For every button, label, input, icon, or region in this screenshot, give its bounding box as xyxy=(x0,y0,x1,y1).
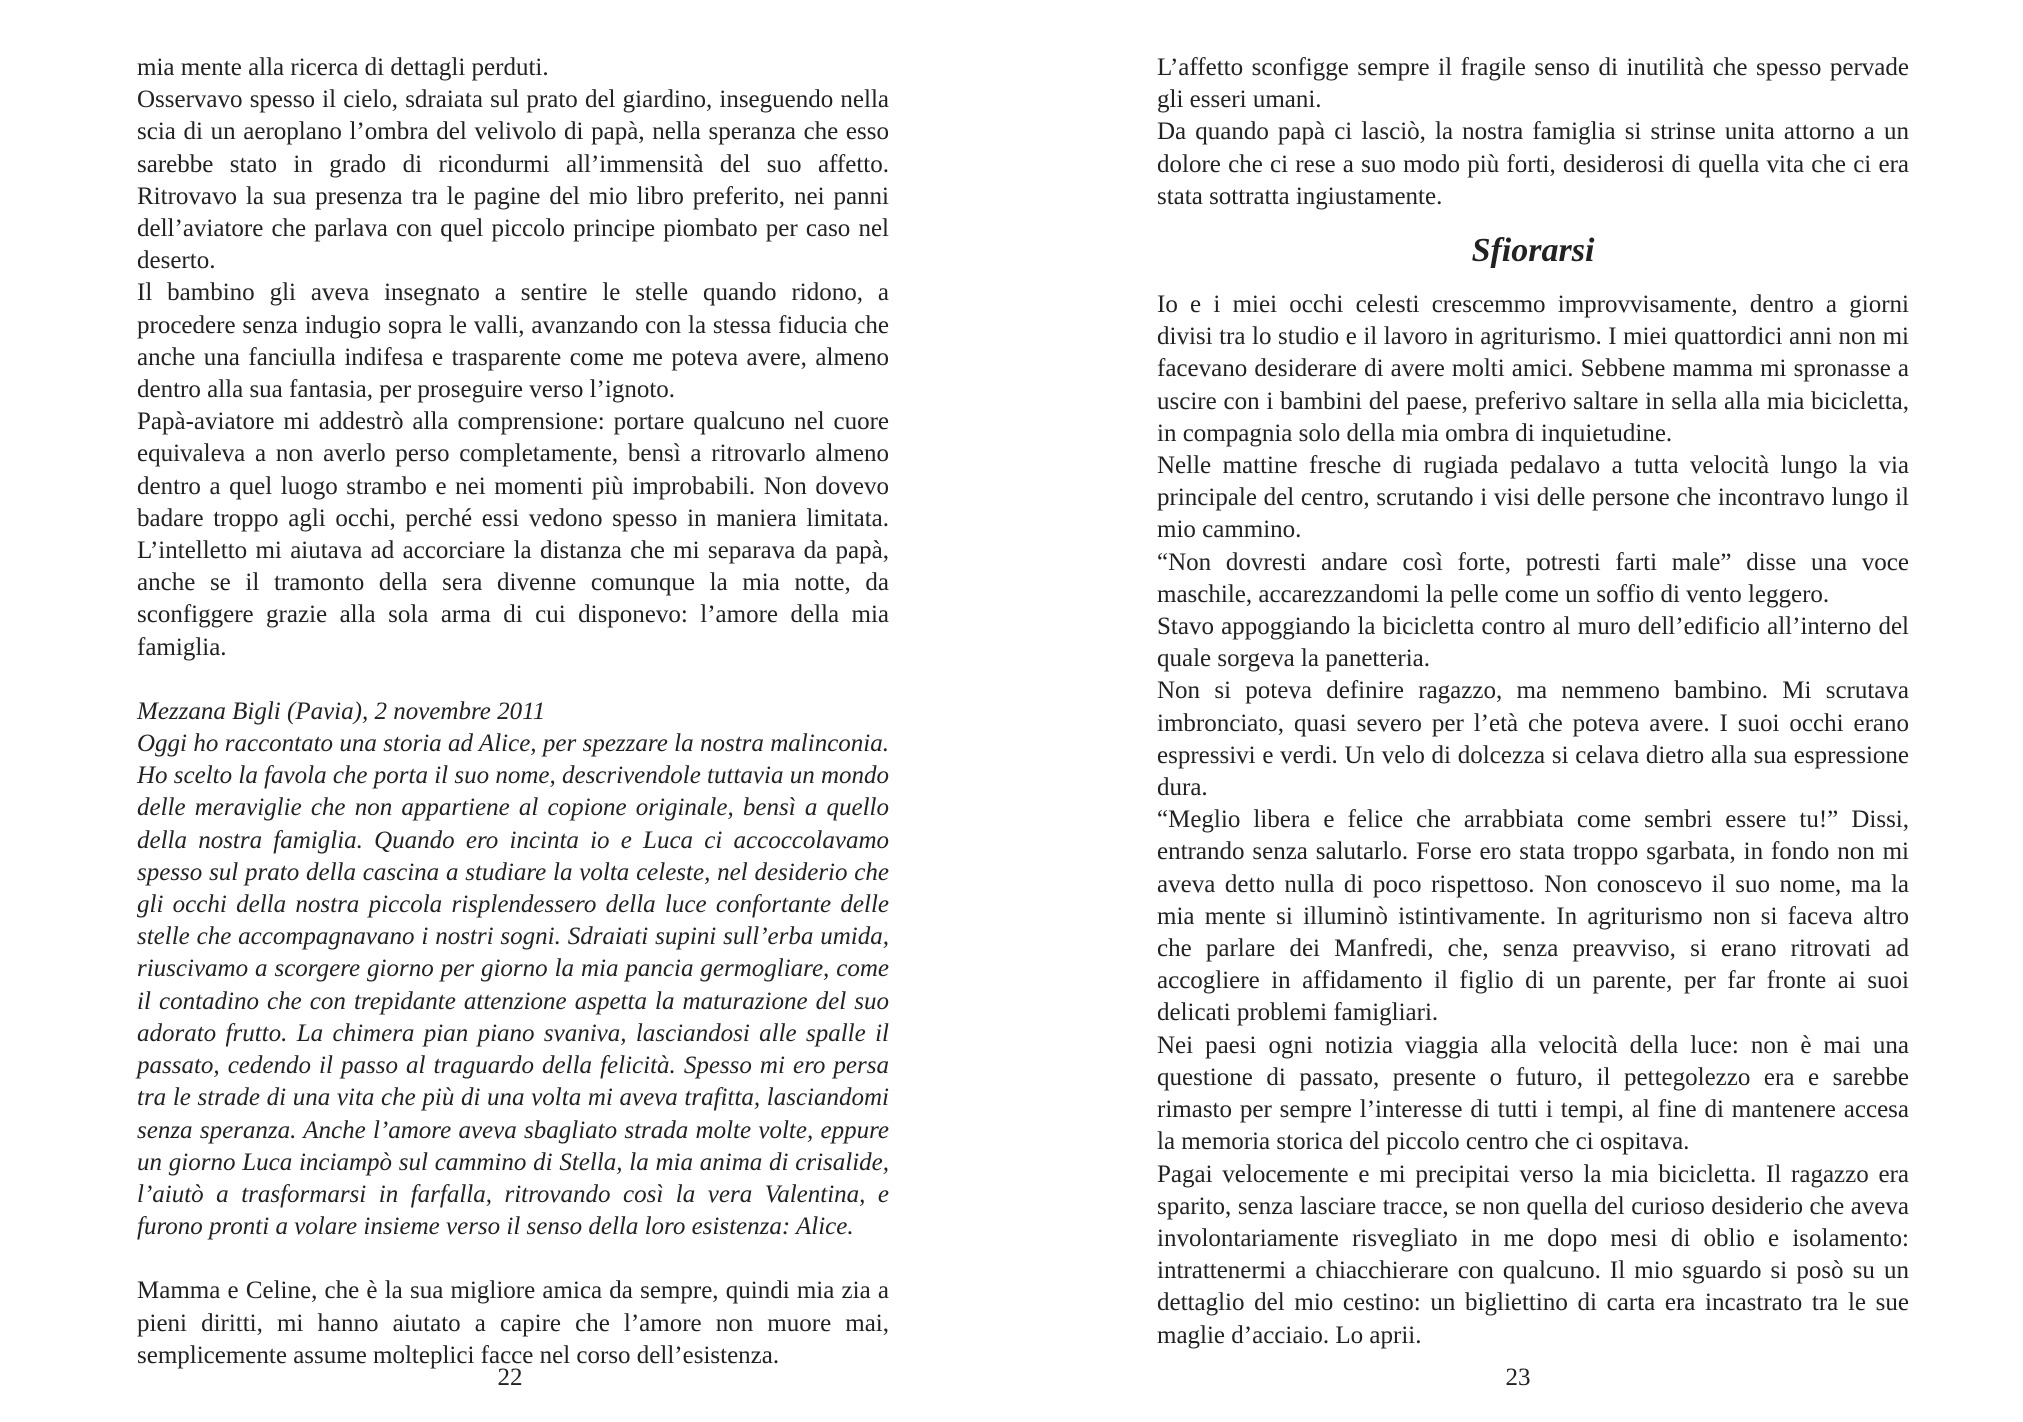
left-paragraph-3: Il bambino gli aveva insegnato a sentire le stelle quando ridono, a procedere senza indugio sopra le valli, avanzando con la stessa fiducia che anche una fanciulla indifesa e trasparente come me poteva avere, almeno dentro alla sua fantasia, per proseguire verso l’ignoto. xyxy=(137,279,889,404)
right-page-text xyxy=(1157,52,1909,1352)
right-page xyxy=(1011,0,2023,1422)
left-paragraph-1: mia mente alla ricerca di dettagli perduti. xyxy=(137,54,549,81)
left-page xyxy=(0,0,1011,1422)
chapter-paragraph-4: Stavo appoggiando la bicicletta contro al muro dell’edificio all’interno del quale sorgeva la panetteria. xyxy=(1157,613,1909,673)
right-intro-paragraph-2: Da quando papà ci lasciò, la nostra famiglia si strinse unita attorno a un dolore che ci rese a suo modo più forti, desiderosi di quella vita che ci era stata sottratta ingiustamente. xyxy=(1157,118,1909,210)
left-closing-paragraph: Mamma e Celine, che è la sua migliore amica da sempre, quindi mia zia a pieni diritti, mi hanno aiutato a capire che l’amore non muore mai, semplicemente assume molteplici facce nel corso dell’esistenza. xyxy=(137,1277,889,1369)
left-page-text xyxy=(137,52,889,1372)
chapter-paragraph-7: Nei paesi ogni notizia viaggia alla velocità della luce: non è mai una questione di passato, presente o futuro, il pettegolezzo era e sarebbe rimasto per sempre l’interesse di tutti i tempi, al fine di mantenere accesa la memoria storica del piccolo centro che ci ospitava. xyxy=(1157,1031,1909,1156)
left-paragraph-2: Osservavo spesso il cielo, sdraiata sul prato del giardino, inseguendo nella scia di un aeroplano l’ombra del velivolo di papà, nella speranza che esso sarebbe stato in grado di ricondurmi all’immensità del suo affetto. Ritrovavo la sua presenza tra le pagine del mio libro preferito, nei panni dell’aviatore che parlava con quel piccolo principe piombato per caso nel deserto. xyxy=(137,86,889,275)
paragraph-gap xyxy=(137,1243,889,1275)
chapter-paragraph-2: Nelle mattine fresche di rugiada pedalavo a tutta velocità lungo la via principale del centro, scrutando i visi delle persone che incontravo lungo il mio cammino. xyxy=(1157,452,1909,544)
chapter-paragraph-5: Non si poteva definire ragazzo, ma nemmeno bambino. Mi scrutava imbronciato, quasi severo per l’età che poteva avere. I suoi occhi erano espressivi e verdi. Un velo di dolcezza si celava dietro alla sua espressione dura. xyxy=(1157,677,1909,802)
chapter-paragraph-8: Pagai velocemente e mi precipitai verso la mia bicicletta. Il ragazzo era sparito, senza lasciare tracce, se non quella del curioso desiderio che aveva involontariamente risvegliato in me dopo mesi di oblio e isolamento: intrattenermi a chiacchierare con qualcuno. Il mio sguardo si posò su un dettaglio del mio cestino: un bigliettino di carta era incastrato tra le sue maglie d’acciaio. Lo aprii. xyxy=(1157,1160,1909,1349)
chapter-paragraph-6: “Meglio libera e felice che arrabbiata come sembri essere tu!” Dissi, entrando senza salutarlo. Forse ero stata troppo sgarbata, in fondo non mi aveva detto nulla di poco rispettoso. Non conoscevo il suo nome, ma la mia mente si illuminò istintivamente. In agriturismo non si faceva altro che parlare dei Manfredi, che, senza preavviso, si erano ritrovati ad accogliere in affidamento il figlio di un parente, per far fronte ai suoi delicati problemi famigliari. xyxy=(1157,806,1909,1027)
chapter-paragraph-1: Io e i miei occhi celesti crescemmo improvvisamente, dentro a giorni divisi tra lo studio e il lavoro in agriturismo. I miei quattordici anni non mi facevano desiderare di avere molti amici. Sebbene mamma mi spronasse a uscire con i bambini del paese, preferivo saltare in sella alla mia bicicletta, in compagnia solo della mia ombra di inquietudine. xyxy=(1157,291,1909,447)
diary-heading: Mezzana Bigli (Pavia), 2 novembre 2011 xyxy=(137,697,546,725)
left-paragraph-4: Papà-aviatore mi addestrò alla comprensione: portare qualcuno nel cuore equivaleva a non averlo perso completamente, bensì a ritrovarlo almeno dentro a quel luogo strambo e nei momenti più improbabili. Non dovevo badare troppo agli occhi, perché essi vedono spesso in maniera limitata. L’intelletto mi aiutava ad accorciare la distanza che mi separava da papà, anche se il tramonto della sera divenne comunque la mia notte, da sconfiggere grazie alla sola arma di cui disponevo: l’amore della mia famiglia. xyxy=(137,408,889,661)
chapter-paragraph-3: “Non dovresti andare così forte, potresti farti male” disse una voce maschile, accarezzandomi la pelle come un soffio di vento leggero. xyxy=(1157,548,1909,608)
diary-text: Oggi ho raccontato una storia ad Alice, per spezzare la nostra malinconia. Ho scelto la favola che porta il suo nome, descrivendole tuttavia un mondo delle meraviglie che non appartiene al copione originale, bensì a quello della nostra famiglia. Quando ero incinta io e Luca ci accoccolavamo spesso sul prato della cascina a studiare la volta celeste, nel desiderio che gli occhi della nostra piccola risplendessero della luce confortante delle stelle che accompagnavano i nostri sogni. Sdraiati supini sull’erba umida, riuscivamo a scorgere giorno per giorno la mia pancia germogliare, come il contadino che con trepidante attenzione aspetta la maturazione del suo adorato frutto. La chimera pian piano svaniva, lasciandosi alle spalle il passato, cedendo il passo al traguardo della felicità. Spesso mi ero persa tra le strade di una vita che più di una volta mi aveva trafitta, lasciandomi senza speranza. Anche l’amore aveva sbagliato strada molte volte, eppure un giorno Luca inciampò sul cammino di Stella, la mia anima di crisalide, l’aiutò a trasformarsi in farfalla, ritrovando così la vera Valentina, e furono pronti a volare insieme verso il senso della loro esistenza: Alice. xyxy=(137,730,889,1241)
paragraph-gap xyxy=(137,664,889,696)
page-number-left: 22 xyxy=(497,1364,523,1391)
right-intro-paragraph-1: L’affetto sconfigge sempre il fragile senso di inutilità che spesso pervade gli esseri umani. xyxy=(1157,54,1909,114)
chapter-title: Sfiorarsi xyxy=(1471,232,1595,270)
page-number-right: 23 xyxy=(1505,1364,1531,1391)
